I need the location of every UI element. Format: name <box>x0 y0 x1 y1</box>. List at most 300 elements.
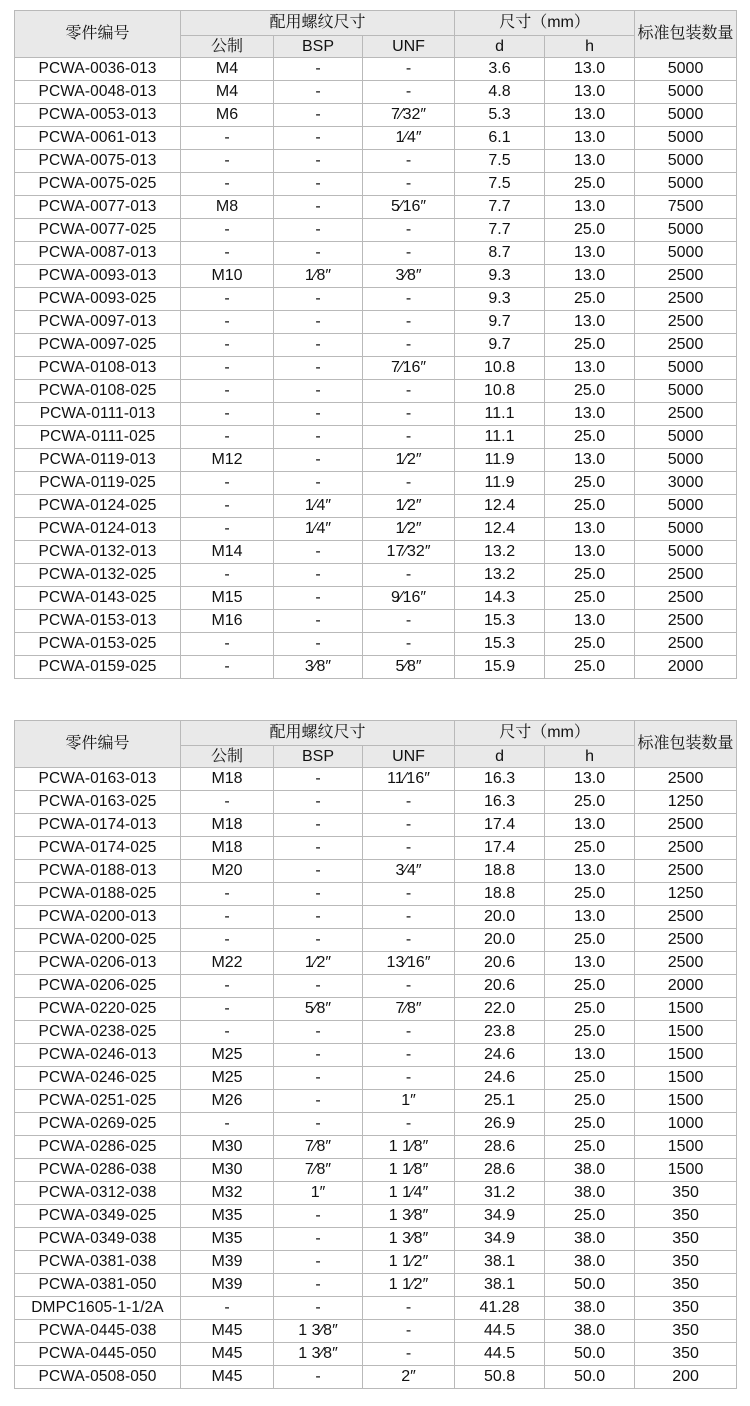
cell-d: 20.6 <box>455 952 545 975</box>
table-row <box>15 449 737 472</box>
table-row <box>15 403 737 426</box>
cell-part-no: PCWA-0381-050 <box>15 1274 181 1297</box>
table-row <box>15 929 737 952</box>
cell-d: 28.6 <box>455 1136 545 1159</box>
cell-d: 15.3 <box>455 633 545 656</box>
cell-d: 38.1 <box>455 1251 545 1274</box>
cell-d: 17.4 <box>455 837 545 860</box>
cell-d: 41.28 <box>455 1297 545 1320</box>
cell-h: 25.0 <box>545 1205 635 1228</box>
cell-bsp: - <box>274 860 363 883</box>
table-row <box>15 173 737 196</box>
cell-d: 11.1 <box>455 403 545 426</box>
table-row <box>15 656 737 679</box>
cell-pack-qty: 5000 <box>635 81 737 104</box>
table-row <box>15 633 737 656</box>
cell-part-no: DMPC1605-1-1/2A <box>15 1297 181 1320</box>
cell-h: 13.0 <box>545 265 635 288</box>
cell-metric: - <box>181 311 274 334</box>
cell-unf: 7⁄8″ <box>363 998 455 1021</box>
cell-unf: - <box>363 81 455 104</box>
cell-bsp: 7⁄8″ <box>274 1136 363 1159</box>
cell-pack-qty: 2500 <box>635 633 737 656</box>
cell-bsp: - <box>274 173 363 196</box>
cell-metric: - <box>181 357 274 380</box>
cell-d: 10.8 <box>455 357 545 380</box>
table-row <box>15 242 737 265</box>
cell-unf: 1 3⁄8″ <box>363 1205 455 1228</box>
cell-part-no: PCWA-0163-025 <box>15 791 181 814</box>
table-row <box>15 610 737 633</box>
cell-part-no: PCWA-0445-038 <box>15 1320 181 1343</box>
table-row <box>15 1366 737 1389</box>
cell-metric: - <box>181 1113 274 1136</box>
cell-h: 25.0 <box>545 334 635 357</box>
cell-part-no: PCWA-0349-038 <box>15 1228 181 1251</box>
table-row <box>15 1274 737 1297</box>
cell-metric: - <box>181 426 274 449</box>
cell-bsp: - <box>274 768 363 791</box>
cell-unf: 1⁄2″ <box>363 449 455 472</box>
cell-unf: - <box>363 403 455 426</box>
cell-pack-qty: 3000 <box>635 472 737 495</box>
cell-d: 28.6 <box>455 1159 545 1182</box>
header-h: h <box>545 746 635 768</box>
cell-unf: - <box>363 1297 455 1320</box>
cell-pack-qty: 1250 <box>635 791 737 814</box>
cell-bsp: - <box>274 58 363 81</box>
cell-unf: - <box>363 975 455 998</box>
cell-part-no: PCWA-0108-025 <box>15 380 181 403</box>
cell-pack-qty: 1500 <box>635 998 737 1021</box>
cell-d: 14.3 <box>455 587 545 610</box>
header-pack: 标准包装数量 <box>635 11 737 58</box>
cell-metric: - <box>181 518 274 541</box>
cell-h: 25.0 <box>545 495 635 518</box>
cell-h: 13.0 <box>545 196 635 219</box>
cell-bsp: 1⁄2″ <box>274 952 363 975</box>
cell-part-no: PCWA-0036-013 <box>15 58 181 81</box>
cell-bsp: - <box>274 1274 363 1297</box>
cell-pack-qty: 350 <box>635 1297 737 1320</box>
cell-pack-qty: 7500 <box>635 196 737 219</box>
header-metric: 公制 <box>181 36 274 58</box>
cell-h: 13.0 <box>545 860 635 883</box>
cell-h: 25.0 <box>545 929 635 952</box>
cell-unf: - <box>363 1067 455 1090</box>
table-row <box>15 1297 737 1320</box>
table-row <box>15 1136 737 1159</box>
cell-d: 16.3 <box>455 768 545 791</box>
cell-part-no: PCWA-0111-025 <box>15 426 181 449</box>
cell-part-no: PCWA-0087-013 <box>15 242 181 265</box>
header-size: 尺寸（mm） <box>455 721 635 746</box>
cell-h: 13.0 <box>545 814 635 837</box>
cell-bsp: - <box>274 127 363 150</box>
cell-bsp: 1⁄8″ <box>274 265 363 288</box>
cell-pack-qty: 5000 <box>635 219 737 242</box>
cell-h: 13.0 <box>545 518 635 541</box>
cell-unf: - <box>363 1021 455 1044</box>
cell-bsp: 3⁄8″ <box>274 656 363 679</box>
cell-bsp: - <box>274 472 363 495</box>
table-header <box>15 721 737 768</box>
cell-pack-qty: 350 <box>635 1274 737 1297</box>
cell-bsp: - <box>274 1297 363 1320</box>
cell-pack-qty: 2000 <box>635 975 737 998</box>
cell-part-no: PCWA-0119-025 <box>15 472 181 495</box>
cell-pack-qty: 2500 <box>635 814 737 837</box>
cell-h: 25.0 <box>545 791 635 814</box>
cell-unf: - <box>363 288 455 311</box>
table-row <box>15 998 737 1021</box>
cell-d: 17.4 <box>455 814 545 837</box>
cell-h: 25.0 <box>545 1090 635 1113</box>
cell-bsp: - <box>274 334 363 357</box>
cell-pack-qty: 5000 <box>635 518 737 541</box>
table-row <box>15 1044 737 1067</box>
cell-part-no: PCWA-0093-025 <box>15 288 181 311</box>
cell-unf: - <box>363 906 455 929</box>
cell-part-no: PCWA-0097-025 <box>15 334 181 357</box>
cell-unf: - <box>363 1113 455 1136</box>
cell-h: 13.0 <box>545 403 635 426</box>
cell-unf: 1 1⁄2″ <box>363 1274 455 1297</box>
cell-metric: - <box>181 929 274 952</box>
header-thread: 配用螺纹尺寸 <box>181 11 455 36</box>
cell-h: 25.0 <box>545 219 635 242</box>
cell-part-no: PCWA-0075-013 <box>15 150 181 173</box>
cell-unf: - <box>363 173 455 196</box>
cell-part-no: PCWA-0111-013 <box>15 403 181 426</box>
cell-metric: M45 <box>181 1320 274 1343</box>
cell-part-no: PCWA-0286-038 <box>15 1159 181 1182</box>
table-row <box>15 768 737 791</box>
table-row <box>15 1159 737 1182</box>
cell-part-no: PCWA-0269-025 <box>15 1113 181 1136</box>
cell-part-no: PCWA-0132-025 <box>15 564 181 587</box>
cell-d: 9.3 <box>455 288 545 311</box>
cell-d: 7.5 <box>455 173 545 196</box>
cell-pack-qty: 2500 <box>635 952 737 975</box>
cell-h: 25.0 <box>545 426 635 449</box>
cell-part-no: PCWA-0246-013 <box>15 1044 181 1067</box>
cell-d: 10.8 <box>455 380 545 403</box>
cell-pack-qty: 2500 <box>635 311 737 334</box>
cell-bsp: 1⁄4″ <box>274 518 363 541</box>
cell-bsp: - <box>274 288 363 311</box>
cell-metric: M4 <box>181 81 274 104</box>
cell-metric: - <box>181 495 274 518</box>
cell-part-no: PCWA-0077-025 <box>15 219 181 242</box>
cell-bsp: - <box>274 883 363 906</box>
table-row <box>15 1182 737 1205</box>
cell-unf: - <box>363 380 455 403</box>
table-row <box>15 975 737 998</box>
cell-bsp: - <box>274 1021 363 1044</box>
cell-d: 31.2 <box>455 1182 545 1205</box>
cell-pack-qty: 2500 <box>635 906 737 929</box>
cell-part-no: PCWA-0159-025 <box>15 656 181 679</box>
cell-d: 9.7 <box>455 334 545 357</box>
cell-part-no: PCWA-0445-050 <box>15 1343 181 1366</box>
cell-d: 7.5 <box>455 150 545 173</box>
cell-pack-qty: 5000 <box>635 150 737 173</box>
cell-unf: - <box>363 150 455 173</box>
cell-part-no: PCWA-0143-025 <box>15 587 181 610</box>
cell-metric: M30 <box>181 1159 274 1182</box>
cell-unf: - <box>363 929 455 952</box>
cell-unf: 1 1⁄8″ <box>363 1159 455 1182</box>
table-row <box>15 472 737 495</box>
cell-metric: - <box>181 334 274 357</box>
cell-pack-qty: 350 <box>635 1320 737 1343</box>
table-row <box>15 104 737 127</box>
table-row <box>15 81 737 104</box>
cell-metric: M10 <box>181 265 274 288</box>
cell-pack-qty: 1500 <box>635 1136 737 1159</box>
cell-d: 9.3 <box>455 265 545 288</box>
cell-metric: M18 <box>181 814 274 837</box>
cell-d: 15.9 <box>455 656 545 679</box>
cell-part-no: PCWA-0508-050 <box>15 1366 181 1389</box>
cell-pack-qty: 2000 <box>635 656 737 679</box>
cell-bsp: - <box>274 633 363 656</box>
cell-unf: - <box>363 219 455 242</box>
cell-unf: - <box>363 791 455 814</box>
cell-bsp: 7⁄8″ <box>274 1159 363 1182</box>
cell-h: 25.0 <box>545 998 635 1021</box>
header-unf: UNF <box>363 746 455 768</box>
cell-bsp: 5⁄8″ <box>274 998 363 1021</box>
cell-h: 38.0 <box>545 1320 635 1343</box>
cell-metric: - <box>181 219 274 242</box>
cell-h: 25.0 <box>545 633 635 656</box>
header-part-no: 零件编号 <box>15 11 181 58</box>
cell-part-no: PCWA-0108-013 <box>15 357 181 380</box>
cell-part-no: PCWA-0093-013 <box>15 265 181 288</box>
cell-metric: M25 <box>181 1067 274 1090</box>
cell-unf: - <box>363 472 455 495</box>
cell-h: 13.0 <box>545 81 635 104</box>
cell-bsp: - <box>274 1113 363 1136</box>
cell-part-no: PCWA-0188-025 <box>15 883 181 906</box>
cell-part-no: PCWA-0206-013 <box>15 952 181 975</box>
cell-unf: 7⁄32″ <box>363 104 455 127</box>
cell-d: 18.8 <box>455 860 545 883</box>
cell-bsp: - <box>274 1251 363 1274</box>
cell-part-no: PCWA-0053-013 <box>15 104 181 127</box>
cell-h: 38.0 <box>545 1182 635 1205</box>
cell-h: 25.0 <box>545 975 635 998</box>
cell-d: 34.9 <box>455 1205 545 1228</box>
cell-h: 38.0 <box>545 1251 635 1274</box>
cell-metric: - <box>181 1297 274 1320</box>
cell-pack-qty: 2500 <box>635 860 737 883</box>
cell-unf: 2″ <box>363 1366 455 1389</box>
cell-metric: M26 <box>181 1090 274 1113</box>
cell-d: 16.3 <box>455 791 545 814</box>
cell-unf: - <box>363 814 455 837</box>
cell-h: 25.0 <box>545 1067 635 1090</box>
cell-pack-qty: 1500 <box>635 1159 737 1182</box>
cell-h: 50.0 <box>545 1274 635 1297</box>
header-d: d <box>455 746 545 768</box>
cell-d: 7.7 <box>455 219 545 242</box>
cell-pack-qty: 5000 <box>635 449 737 472</box>
cell-pack-qty: 200 <box>635 1366 737 1389</box>
table-row <box>15 1090 737 1113</box>
cell-pack-qty: 2500 <box>635 768 737 791</box>
cell-metric: M22 <box>181 952 274 975</box>
table-row <box>15 860 737 883</box>
cell-bsp: - <box>274 929 363 952</box>
table-row <box>15 1021 737 1044</box>
cell-pack-qty: 2500 <box>635 403 737 426</box>
cell-pack-qty: 350 <box>635 1182 737 1205</box>
cell-metric: - <box>181 975 274 998</box>
cell-pack-qty: 5000 <box>635 495 737 518</box>
header-part-no: 零件编号 <box>15 721 181 768</box>
table-row <box>15 1228 737 1251</box>
cell-part-no: PCWA-0119-013 <box>15 449 181 472</box>
cell-unf: - <box>363 564 455 587</box>
cell-bsp: - <box>274 1228 363 1251</box>
cell-h: 25.0 <box>545 1021 635 1044</box>
cell-metric: M4 <box>181 58 274 81</box>
header-h: h <box>545 36 635 58</box>
cell-bsp: - <box>274 242 363 265</box>
cell-d: 11.1 <box>455 426 545 449</box>
cell-unf: - <box>363 610 455 633</box>
cell-part-no: PCWA-0188-013 <box>15 860 181 883</box>
cell-bsp: - <box>274 150 363 173</box>
cell-d: 44.5 <box>455 1320 545 1343</box>
table-row <box>15 883 737 906</box>
cell-bsp: - <box>274 975 363 998</box>
cell-d: 25.1 <box>455 1090 545 1113</box>
cell-bsp: - <box>274 449 363 472</box>
cell-d: 22.0 <box>455 998 545 1021</box>
table-row <box>15 1320 737 1343</box>
cell-d: 4.8 <box>455 81 545 104</box>
table-row <box>15 495 737 518</box>
cell-pack-qty: 5000 <box>635 541 737 564</box>
cell-metric: M45 <box>181 1343 274 1366</box>
cell-d: 8.7 <box>455 242 545 265</box>
cell-metric: M25 <box>181 1044 274 1067</box>
table-row <box>15 906 737 929</box>
table-row <box>15 837 737 860</box>
table-row <box>15 518 737 541</box>
cell-part-no: PCWA-0048-013 <box>15 81 181 104</box>
cell-bsp: - <box>274 814 363 837</box>
cell-metric: - <box>181 403 274 426</box>
table-row <box>15 426 737 449</box>
cell-d: 12.4 <box>455 518 545 541</box>
cell-h: 25.0 <box>545 288 635 311</box>
cell-metric: - <box>181 564 274 587</box>
cell-pack-qty: 2500 <box>635 837 737 860</box>
cell-part-no: PCWA-0077-013 <box>15 196 181 219</box>
cell-metric: - <box>181 127 274 150</box>
cell-bsp: - <box>274 1090 363 1113</box>
header-unf: UNF <box>363 36 455 58</box>
table-row <box>15 791 737 814</box>
cell-unf: 17⁄32″ <box>363 541 455 564</box>
cell-d: 5.3 <box>455 104 545 127</box>
cell-part-no: PCWA-0349-025 <box>15 1205 181 1228</box>
cell-unf: - <box>363 58 455 81</box>
cell-h: 13.0 <box>545 952 635 975</box>
cell-d: 24.6 <box>455 1067 545 1090</box>
cell-h: 50.0 <box>545 1343 635 1366</box>
cell-d: 11.9 <box>455 449 545 472</box>
cell-part-no: PCWA-0238-025 <box>15 1021 181 1044</box>
table-row <box>15 127 737 150</box>
cell-part-no: PCWA-0220-025 <box>15 998 181 1021</box>
cell-bsp: - <box>274 403 363 426</box>
cell-part-no: PCWA-0061-013 <box>15 127 181 150</box>
cell-unf: - <box>363 837 455 860</box>
cell-part-no: PCWA-0206-025 <box>15 975 181 998</box>
cell-h: 13.0 <box>545 449 635 472</box>
cell-h: 13.0 <box>545 58 635 81</box>
cell-unf: - <box>363 311 455 334</box>
cell-d: 13.2 <box>455 541 545 564</box>
cell-d: 15.3 <box>455 610 545 633</box>
cell-bsp: - <box>274 906 363 929</box>
cell-d: 13.2 <box>455 564 545 587</box>
cell-h: 38.0 <box>545 1228 635 1251</box>
cell-bsp: - <box>274 564 363 587</box>
cell-part-no: PCWA-0097-013 <box>15 311 181 334</box>
cell-bsp: 1 3⁄8″ <box>274 1343 363 1366</box>
cell-pack-qty: 5000 <box>635 380 737 403</box>
cell-unf: 1 1⁄8″ <box>363 1136 455 1159</box>
cell-metric: - <box>181 288 274 311</box>
cell-part-no: PCWA-0163-013 <box>15 768 181 791</box>
cell-h: 25.0 <box>545 837 635 860</box>
table-row <box>15 814 737 837</box>
cell-metric: M39 <box>181 1274 274 1297</box>
cell-h: 13.0 <box>545 357 635 380</box>
cell-h: 25.0 <box>545 656 635 679</box>
cell-h: 13.0 <box>545 906 635 929</box>
cell-bsp: - <box>274 837 363 860</box>
cell-pack-qty: 5000 <box>635 357 737 380</box>
cell-bsp: 1″ <box>274 1182 363 1205</box>
cell-d: 18.8 <box>455 883 545 906</box>
cell-pack-qty: 1500 <box>635 1090 737 1113</box>
cell-bsp: - <box>274 196 363 219</box>
cell-metric: M45 <box>181 1366 274 1389</box>
cell-part-no: PCWA-0286-025 <box>15 1136 181 1159</box>
cell-bsp: - <box>274 311 363 334</box>
cell-metric: - <box>181 633 274 656</box>
cell-part-no: PCWA-0132-013 <box>15 541 181 564</box>
spec-table-2 <box>14 720 737 1389</box>
table-row <box>15 265 737 288</box>
cell-part-no: PCWA-0381-038 <box>15 1251 181 1274</box>
cell-unf: 1 1⁄2″ <box>363 1251 455 1274</box>
table-row <box>15 1343 737 1366</box>
cell-d: 11.9 <box>455 472 545 495</box>
header-metric: 公制 <box>181 746 274 768</box>
cell-part-no: PCWA-0312-038 <box>15 1182 181 1205</box>
cell-bsp: - <box>274 219 363 242</box>
cell-bsp: - <box>274 104 363 127</box>
